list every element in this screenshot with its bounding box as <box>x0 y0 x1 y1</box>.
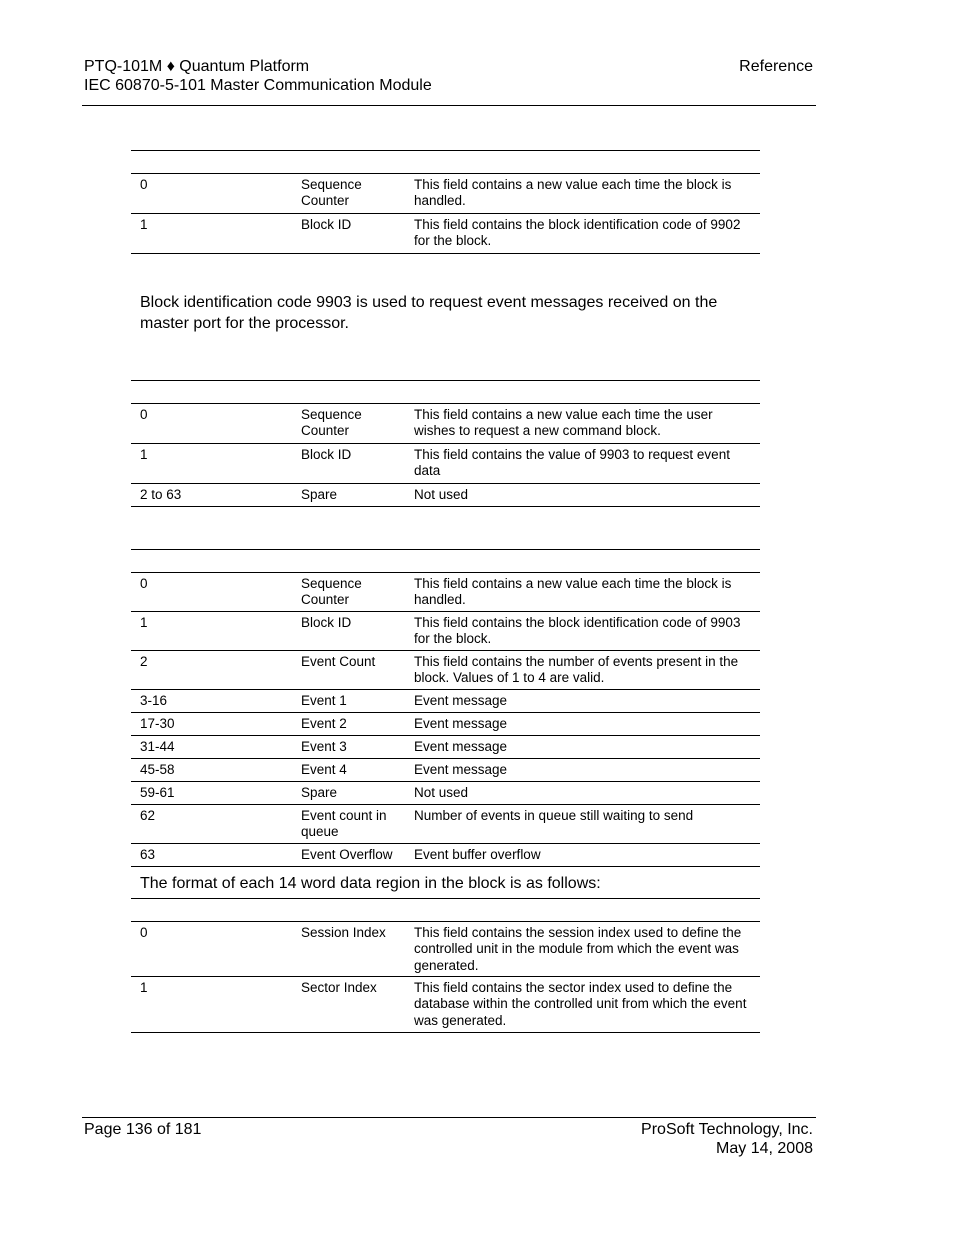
description-cell: This field contains a new value each time the block is handled. <box>414 177 732 209</box>
field-name-cell: Event 3 <box>301 739 347 754</box>
word-offset-cell: 1 <box>140 615 148 630</box>
description-cell: This field contains the session index used to define the controlled unit in the module from which the event was generated. <box>414 925 742 973</box>
field-name-cell: Sequence Counter <box>301 576 362 608</box>
word-offset-cell: 0 <box>140 407 148 422</box>
table-row <box>131 483 760 507</box>
field-name-cell: Sequence Counter <box>301 177 362 209</box>
word-offset-cell: 1 <box>140 217 148 232</box>
word-offset-cell: 2 to 63 <box>140 487 182 502</box>
table-row <box>131 843 760 867</box>
word-offset-cell: 62 <box>140 808 156 823</box>
word-offset-cell: 1 <box>140 447 148 462</box>
description-cell: This field contains the block identification code of 9903 for the block. <box>414 615 741 647</box>
word-offset-cell: 31-44 <box>140 739 175 754</box>
description-cell: Not used <box>414 785 469 800</box>
description-cell: Event message <box>414 716 508 731</box>
field-name-cell: Spare <box>301 487 338 502</box>
description-cell: Event message <box>414 739 508 754</box>
header-module-subtitle: IEC 60870-5-101 Master Communication Module <box>84 77 432 94</box>
description-cell: This field contains the sector index used to define the database within the controlled unit from which the event was generated. <box>414 980 747 1028</box>
word-offset-cell: 3-16 <box>140 693 168 708</box>
word-offset-cell: 2 <box>140 654 148 669</box>
word-offset-cell: 0 <box>140 925 148 940</box>
description-cell: This field contains a new value each time the user wishes to request a new command block. <box>414 407 713 439</box>
block-9903-request-table <box>131 380 760 507</box>
word-offset-cell: 63 <box>140 847 156 862</box>
table-row <box>131 650 760 689</box>
footer-date: May 14, 2008 <box>716 1140 813 1157</box>
description-cell: Event buffer overflow <box>414 847 541 862</box>
event-data-region-table <box>131 898 760 1033</box>
table-row <box>131 758 760 781</box>
header-divider <box>82 105 816 106</box>
field-name-cell: Spare <box>301 785 338 800</box>
word-offset-cell: 59-61 <box>140 785 175 800</box>
table-header-rule <box>131 898 760 921</box>
block-9903-response-table <box>131 549 760 867</box>
table-row <box>131 611 760 650</box>
word-offset-cell: 0 <box>140 177 148 192</box>
field-name-cell: Block ID <box>301 447 352 462</box>
word-offset-cell: 0 <box>140 576 148 591</box>
description-cell: This field contains the block identification code of 9902 for the block. <box>414 217 741 249</box>
table-row <box>131 921 760 976</box>
description-cell: Event message <box>414 762 508 777</box>
field-name-cell: Event 4 <box>301 762 347 777</box>
description-cell: This field contains the value of 9903 to request event data <box>414 447 730 479</box>
table-header-rule <box>131 380 760 403</box>
table-row <box>131 689 760 712</box>
field-name-cell: Event Overflow <box>301 847 393 862</box>
description-cell: This field contains a new value each time the block is handled. <box>414 576 732 608</box>
table-row <box>131 976 760 1033</box>
table-header-rule <box>131 549 760 572</box>
field-name-cell: Event 2 <box>301 716 347 731</box>
table-row <box>131 804 760 843</box>
header-section-label: Reference <box>739 58 813 75</box>
data-region-format-paragraph: The format of each 14 word data region in the block is as follows: <box>140 875 601 892</box>
table-row <box>131 781 760 804</box>
field-name-cell: Event 1 <box>301 693 347 708</box>
field-name-cell: Block ID <box>301 615 352 630</box>
field-name-cell: Block ID <box>301 217 352 232</box>
footer-divider <box>82 1117 816 1118</box>
field-name-cell: Event count in queue <box>301 808 387 840</box>
header-product-title: PTQ-101M ♦ Quantum Platform <box>84 58 310 75</box>
word-offset-cell: 17-30 <box>140 716 175 731</box>
field-name-cell: Event Count <box>301 654 376 669</box>
word-offset-cell: 1 <box>140 980 148 995</box>
table-row <box>131 443 760 483</box>
table-row <box>131 572 760 611</box>
description-cell: Not used <box>414 487 469 502</box>
table-row <box>131 712 760 735</box>
description-cell: Number of events in queue still waiting to send <box>414 808 694 823</box>
table-row <box>131 173 760 213</box>
page-number: Page 136 of 181 <box>84 1121 202 1138</box>
table-row <box>131 403 760 443</box>
field-name-cell: Sequence Counter <box>301 407 362 439</box>
table-row <box>131 213 760 254</box>
table-row <box>131 735 760 758</box>
table-header-rule <box>131 150 760 173</box>
field-name-cell: Sector Index <box>301 980 377 995</box>
description-cell: Event message <box>414 693 508 708</box>
word-offset-cell: 45-58 <box>140 762 175 777</box>
block-9903-intro-paragraph: Block identification code 9903 is used to request event messages received on the master port for the processor. <box>140 294 718 332</box>
description-cell: This field contains the number of events present in the block. Values of 1 to 4 are valid. <box>414 654 739 686</box>
block-9902-response-table <box>131 150 760 254</box>
footer-company: ProSoft Technology, Inc. <box>641 1121 813 1138</box>
field-name-cell: Session Index <box>301 925 386 940</box>
